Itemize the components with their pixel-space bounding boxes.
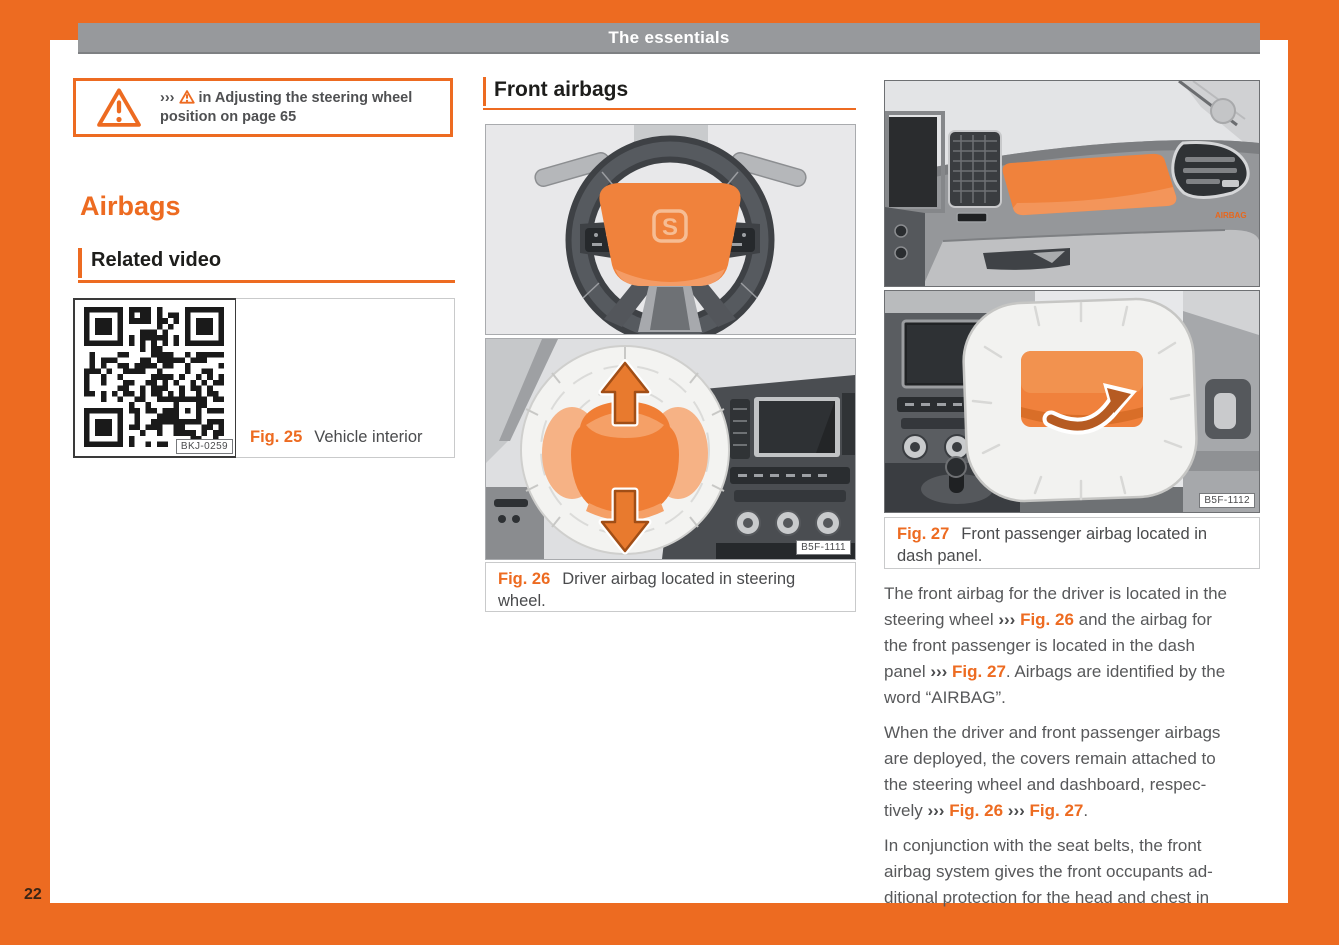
image-code-label: B5F-1111 (796, 540, 851, 555)
page-frame-left (0, 0, 50, 945)
chapter-title: The essentials (608, 27, 730, 47)
figure27-label: Fig. 27 (897, 525, 950, 543)
figure26-caption: Driver airbag located in steering wheel. (498, 570, 796, 610)
figure25-caption: Vehicle interior (314, 428, 423, 446)
chapter-header-bar (78, 23, 1260, 54)
qr-code-figure (73, 298, 237, 458)
page-frame-right (1288, 0, 1339, 945)
section-title-front-airbags: Front airbags (494, 78, 629, 101)
heading-accent-bar (78, 248, 82, 278)
warning-text-line1: in Adjusting the steering wheel (198, 89, 413, 106)
figure26-caption-box (485, 562, 856, 612)
figure26-label: Fig. 26 (498, 570, 551, 588)
section-title-airbags: Airbags (80, 191, 181, 221)
heading-accent-bar (483, 77, 486, 106)
figure27-caption-box (884, 517, 1260, 569)
paragraph: The front airbag for the driver is located in the steering wheel ››› Fig. 26 and the airbag for the front passenger is located in the dash panel ››› Fig. 27. Airbags are identified by the word “AIRBAG”. (884, 584, 1228, 707)
dash-panel-airbag-illustration (884, 80, 1260, 287)
image-code-label: B5F-1112 (1199, 493, 1255, 508)
image-code-label: BKJ-0259 (176, 439, 233, 454)
figure-reference-link[interactable]: Fig. 27 (1029, 801, 1084, 820)
figure25-caption-panel (236, 298, 455, 458)
subsection-related-video (78, 247, 455, 285)
section-front-airbags-heading (483, 76, 856, 112)
page-number: 22 (24, 886, 42, 903)
warning-cross-reference-box (73, 78, 453, 137)
cross-ref-chevrons: ››› (998, 610, 1016, 629)
cross-ref-chevrons: ››› (1007, 801, 1025, 820)
steering-wheel-illustration (485, 124, 856, 335)
cross-ref-chevrons: ››› (927, 801, 945, 820)
paragraph: In conjunction with the seat belts, the front airbag system gives the front occupants ad- ditional protection for the head and chest in (884, 836, 1213, 907)
figure-reference-link[interactable]: Fig. 26 (949, 801, 1004, 820)
figure-reference-link[interactable]: Fig. 26 (1020, 610, 1074, 629)
figure25-label: Fig. 25 (250, 428, 303, 446)
cross-ref-chevrons: ››› (160, 89, 175, 106)
qr-code (84, 307, 224, 447)
figure-reference-link[interactable]: Fig. 27 (952, 662, 1006, 681)
cross-ref-chevrons: ››› (930, 662, 948, 681)
warning-triangle-icon (96, 87, 142, 129)
heading-rule (78, 280, 455, 283)
heading-rule (483, 108, 856, 110)
body-text (884, 581, 1274, 920)
svg-text:AIRBAG: AIRBAG (1215, 211, 1247, 220)
warning-triangle-icon-small (179, 90, 195, 104)
paragraph: When the driver and front passenger airbags are deployed, the covers remain attached to the steering wheel and dashboard, respec- tively ››› Fig. 26 ››› Fig. 27. (884, 723, 1221, 820)
passenger-airbag-illustration (884, 290, 1260, 513)
figure27-caption: Front passenger airbag located in dash panel. (897, 525, 1208, 565)
warning-text (160, 89, 412, 127)
svg-text:S: S (661, 214, 679, 241)
subsection-title: Related video (91, 249, 222, 271)
warning-text-line2: position on page 65 (160, 108, 297, 125)
driver-airbag-illustration (485, 338, 856, 560)
